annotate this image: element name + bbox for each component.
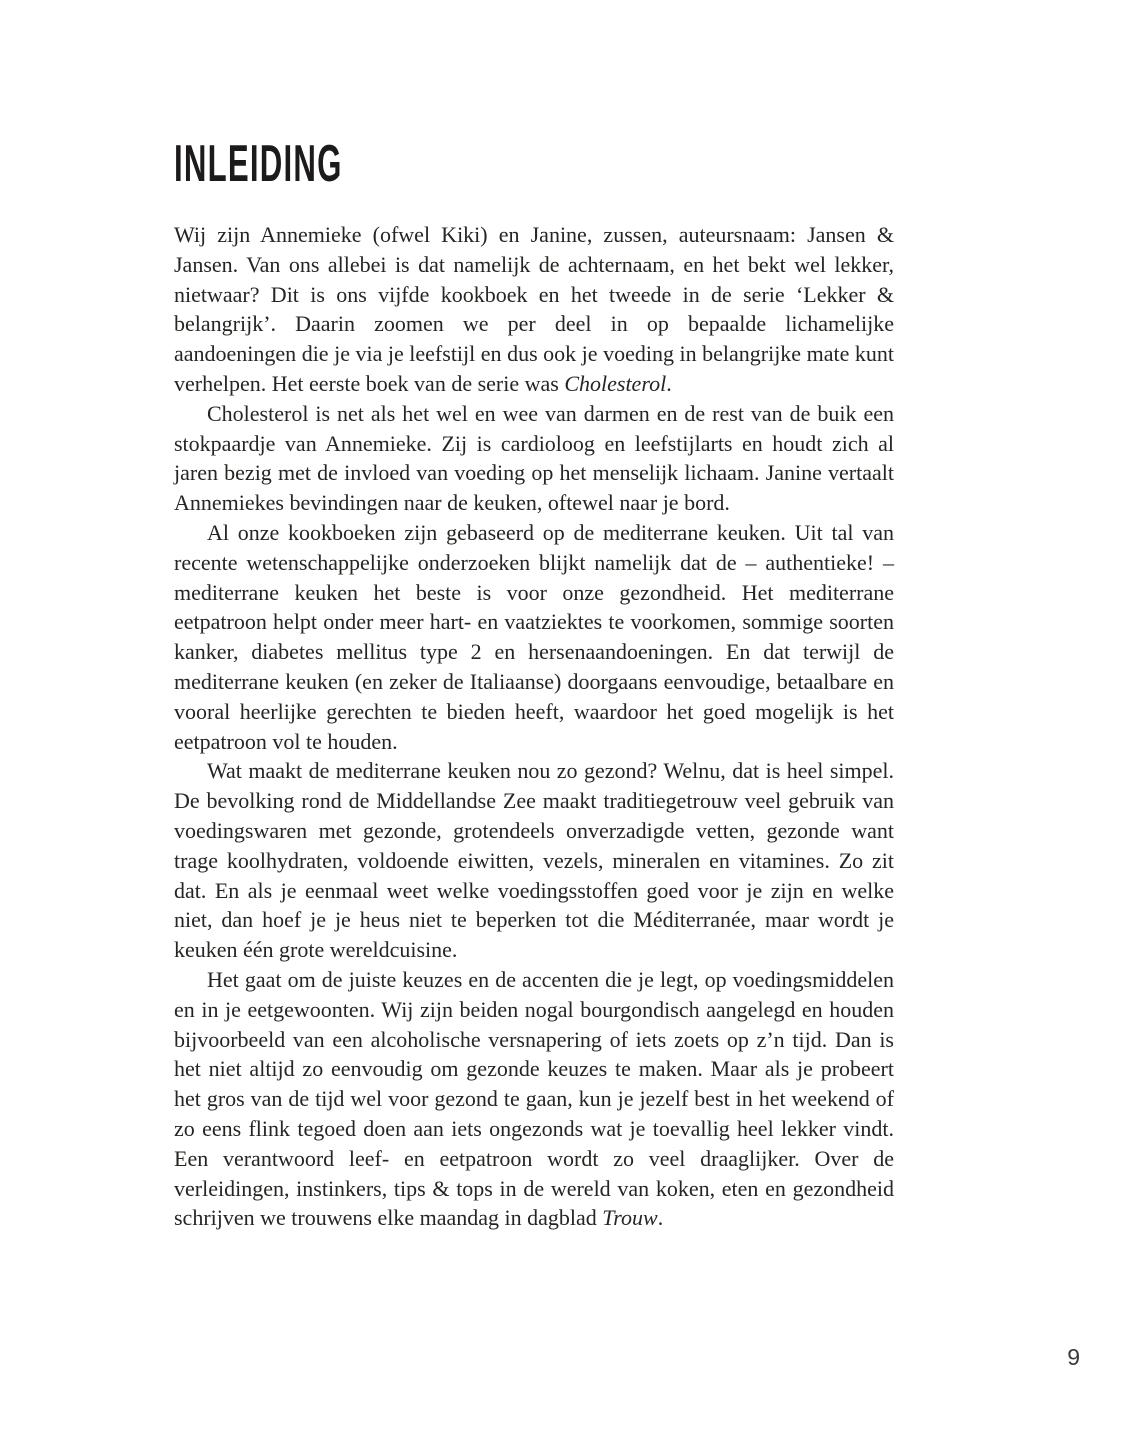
paragraph bbox=[174, 965, 894, 1233]
italic-text: Trouw bbox=[602, 1205, 658, 1231]
text-run: Wat maakt de mediterrane keuken nou zo gezond? Welnu, dat is heel simpel. De bevolking rond de Middellandse Zee maakt traditiegetrouw veel gebruik van voedingswaren met gezonde, grotendeels onverzadigde vetten, gezonde want trage koolhydraten, voldoende eiwitten, vezels, mineralen en vitamines. Zo zit dat. En als je eenmaal weet welke voedingsstoffen goed voor je zijn en welke niet, dan hoef je je heus niet te beperken tot die Méditerranée, maar wordt je keuken één grote wereldcuisine. bbox=[174, 758, 894, 963]
page-number: 9 bbox=[1067, 1344, 1080, 1370]
text-run: . bbox=[657, 1205, 664, 1231]
paragraph bbox=[174, 220, 894, 399]
paragraph bbox=[174, 756, 894, 965]
text-run: . bbox=[666, 370, 672, 396]
italic-text: Cholesterol bbox=[564, 370, 667, 396]
text-run: Al onze kookboeken zijn gebaseerd op de mediterrane keuken. Uit tal van recente wetenschappelijke onderzoeken blijkt namelijk dat de – authentieke! – mediterrane keuken het beste is voor onze gezondheid. Het mediterrane eetpatroon helpt onder meer hart- en vaatziektes te voorkomen, sommige soorten kanker, diabetes mellitus type 2 en hersenaandoeningen. En dat terwijl de mediterrane keuken (en zeker de Italiaanse) doorgaans eenvoudige, betaalbare en vooral heerlijke gerechten te bieden heeft, waardoor het goed mogelijk is het eetpatroon vol te houden. bbox=[174, 519, 894, 754]
text-run: Het gaat om de juiste keuzes en de accenten die je legt, op voedingsmiddelen en in je eetgewoonten. Wij zijn beiden nogal bourgondisch aangelegd en houden bijvoorbeeld van een alcoholische versnapering of iets zoets op z’n tijd. Dan is het niet altijd zo eenvoudig om gezonde keuzes te maken. Maar als je probeert het gros van de tijd wel voor gezond te gaan, kun je jezelf best in het weekend of zo eens flink tegoed doen aan iets ongezonds wat je toevallig heel lekker vindt. Een verantwoord leef- en eetpatroon wordt zo veel draaglijker. Over de verleidingen, instinkers, tips & tops in de wereld van koken, eten en gezondheid schrijven we trouwens elke maandag in dagblad bbox=[174, 966, 894, 1231]
page-title: INLEIDING bbox=[174, 135, 343, 193]
paragraph bbox=[174, 399, 894, 518]
intro-text bbox=[174, 220, 894, 1233]
text-run: Cholesterol is net als het wel en wee van darmen en de rest van de buik een stokpaardje van Annemieke. Zij is cardioloog en leefstijlarts en houdt zich al jaren bezig met de invloed van voeding op het menselijk lichaam. Janine vertaalt Annemiekes bevindingen naar de keuken, oftewel naar je bord. bbox=[174, 400, 894, 516]
paragraph bbox=[174, 518, 894, 756]
text-run: Wij zijn Annemieke (ofwel Kiki) en Janine, zussen, auteursnaam: Jansen & Jansen. Van ons allebei is dat namelijk de achternaam, en het bekt wel lekker, nietwaar? Dit is ons vijfde kookboek en het tweede in de serie ‘Lekker & belangrijk’. Daarin zoomen we per deel in op bepaalde lichamelijke aandoeningen die je via je leefstijl en dus ook je voeding in belangrijke mate kunt verhelpen. Het eerste boek van de serie was bbox=[174, 222, 894, 396]
